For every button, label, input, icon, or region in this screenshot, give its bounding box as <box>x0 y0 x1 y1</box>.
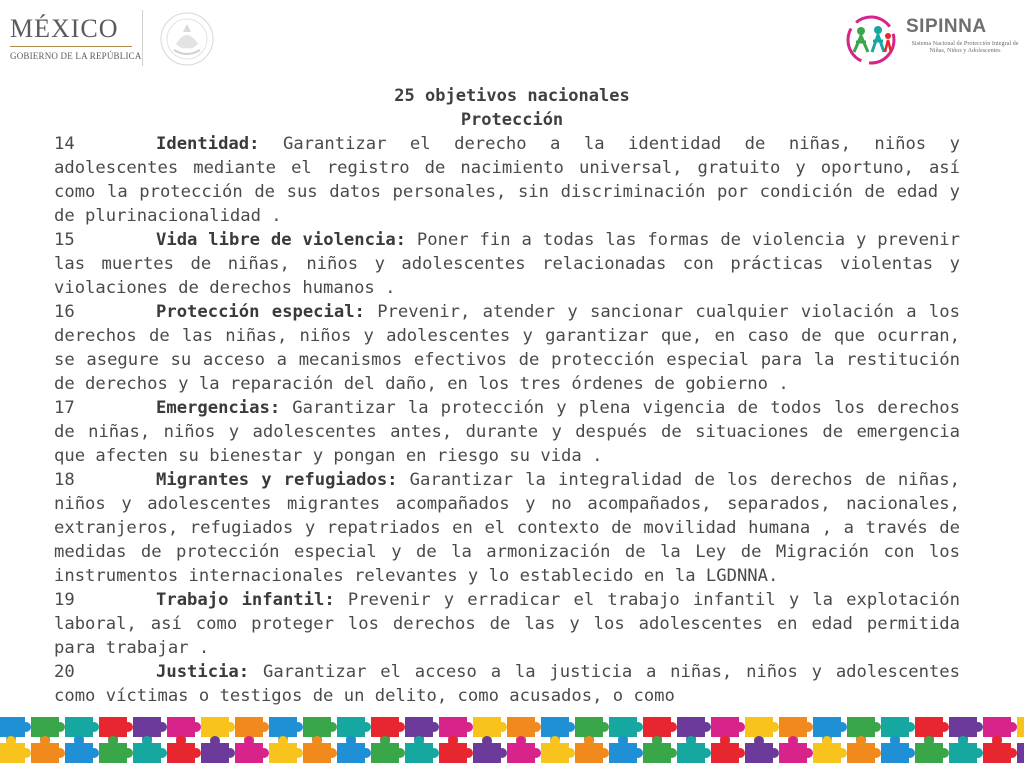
puzzle-piece <box>1017 717 1024 744</box>
puzzle-piece <box>303 736 337 763</box>
mexico-title: MÉXICO <box>10 14 119 43</box>
puzzle-piece <box>235 736 269 763</box>
objective-number: 20 <box>54 662 75 682</box>
objective-text: Garantizar la integralidad de los derechos de niñas, niños y adolescentes migrantes acompañados y no acompañados, separados, nacionales, extranjeros, refugiados y repatriados en el contexto de movilidad humana , a través de medidas de protección especial y de la armonización de la Ley de Migración con los instrumentos internacionales relevantes y lo establecido en la LGDNNA. <box>54 470 960 586</box>
objective-text: Garantizar el acceso a la justicia a niñas, niños y adolescentes como víctimas o testigos de un delito, como acusados, o como <box>54 662 960 706</box>
puzzle-piece <box>745 736 779 763</box>
mexico-government-logo <box>10 14 140 64</box>
sipinna-logo <box>842 14 1022 66</box>
objective-item <box>54 228 960 300</box>
children-circle-icon <box>842 14 900 66</box>
objective-heading: Justicia: <box>156 662 250 682</box>
objective-number: 16 <box>54 302 75 322</box>
objective-text: Prevenir, atender y sancionar cualquier violación a los derechos de las niñas, niños y adolescentes y garantizar que, en caso de que ocurran, se asegure su acceso a mecanismos efectivos de protección especial para la restitución de derechos y la reparación del daño, en los tres órdenes de gobierno . <box>54 302 960 394</box>
objective-item <box>54 300 960 396</box>
puzzle-piece <box>65 736 99 763</box>
puzzle-piece <box>643 736 677 763</box>
puzzle-piece <box>167 736 201 763</box>
header-divider <box>142 10 143 66</box>
objective-number: 18 <box>54 470 75 490</box>
sipinna-title: SIPINNA <box>906 16 987 37</box>
objective-heading: Trabajo infantil: <box>156 590 335 610</box>
objective-heading: Migrantes y refugiados: <box>156 470 398 490</box>
puzzle-pieces-border-icon <box>0 712 1024 768</box>
puzzle-piece <box>0 736 31 763</box>
objective-number: 17 <box>54 398 75 418</box>
objective-number: 19 <box>54 590 75 610</box>
puzzle-piece <box>609 736 643 763</box>
puzzle-piece <box>405 736 439 763</box>
puzzle-piece <box>881 736 915 763</box>
document-title: 25 objetivos nacionales <box>394 86 630 106</box>
puzzle-piece <box>337 736 371 763</box>
puzzle-piece <box>99 736 133 763</box>
puzzle-piece <box>813 736 847 763</box>
objectives-list <box>54 132 960 708</box>
sipinna-subtitle: Sistema Nacional de Protección Integral de Niñas, Niños y Adolescentes <box>911 40 1019 55</box>
puzzle-piece <box>269 736 303 763</box>
objective-text: Poner fin a todas las formas de violencia y prevenir las muertes de niñas, niños y adolescentes relacionadas con prácticas violentas y violaciones de derechos humanos . <box>54 230 960 298</box>
objective-heading: Protección especial: <box>156 302 365 322</box>
puzzle-piece <box>31 736 65 763</box>
objective-heading: Identidad: <box>156 134 260 154</box>
puzzle-piece <box>711 736 745 763</box>
objective-number: 14 <box>54 134 75 154</box>
puzzle-piece <box>847 736 881 763</box>
objective-text: Garantizar el derecho a la identidad de niñas, niños y adolescentes mediante el registro de nacimiento universal, gratuito y oportuno, así como la protección de sus datos personales, sin discriminación por condición de edad y de plurinacionalidad . <box>54 134 960 226</box>
puzzle-piece <box>473 736 507 763</box>
puzzle-piece <box>133 736 167 763</box>
puzzle-piece <box>677 736 711 763</box>
mexico-seal-icon <box>150 10 224 68</box>
puzzle-piece <box>439 736 473 763</box>
objective-item <box>54 588 960 660</box>
puzzle-piece <box>949 736 983 763</box>
mexico-subtitle: GOBIERNO DE LA REPÚBLICA <box>10 51 142 61</box>
header <box>0 0 1024 80</box>
document-subtitle: Protección <box>460 110 564 130</box>
objective-item <box>54 660 960 708</box>
puzzle-piece <box>371 736 405 763</box>
puzzle-piece <box>983 736 1017 763</box>
objective-item <box>54 468 960 588</box>
objective-item <box>54 132 960 228</box>
objective-number: 15 <box>54 230 75 250</box>
objective-item <box>54 396 960 468</box>
puzzle-piece <box>541 736 575 763</box>
objective-heading: Emergencias: <box>156 398 281 418</box>
puzzle-piece <box>779 736 813 763</box>
objective-text: Garantizar la protección y plena vigencia de todos los derechos de niñas, niños y adolescentes antes, durante y después de situaciones de emergencia que afecten su bienestar y pongan en riesgo su vida . <box>54 398 960 466</box>
mexico-title-underline <box>10 46 132 47</box>
puzzle-piece <box>507 736 541 763</box>
puzzle-piece <box>915 736 949 763</box>
puzzle-piece <box>575 736 609 763</box>
puzzle-piece <box>1017 736 1024 763</box>
puzzle-piece <box>201 736 235 763</box>
objective-heading: Vida libre de violencia: <box>156 230 407 250</box>
objective-text: Prevenir y erradicar el trabajo infantil y la explotación laboral, así como proteger los derechos de las y los adolescentes en edad permitida para trabajar . <box>54 590 960 658</box>
